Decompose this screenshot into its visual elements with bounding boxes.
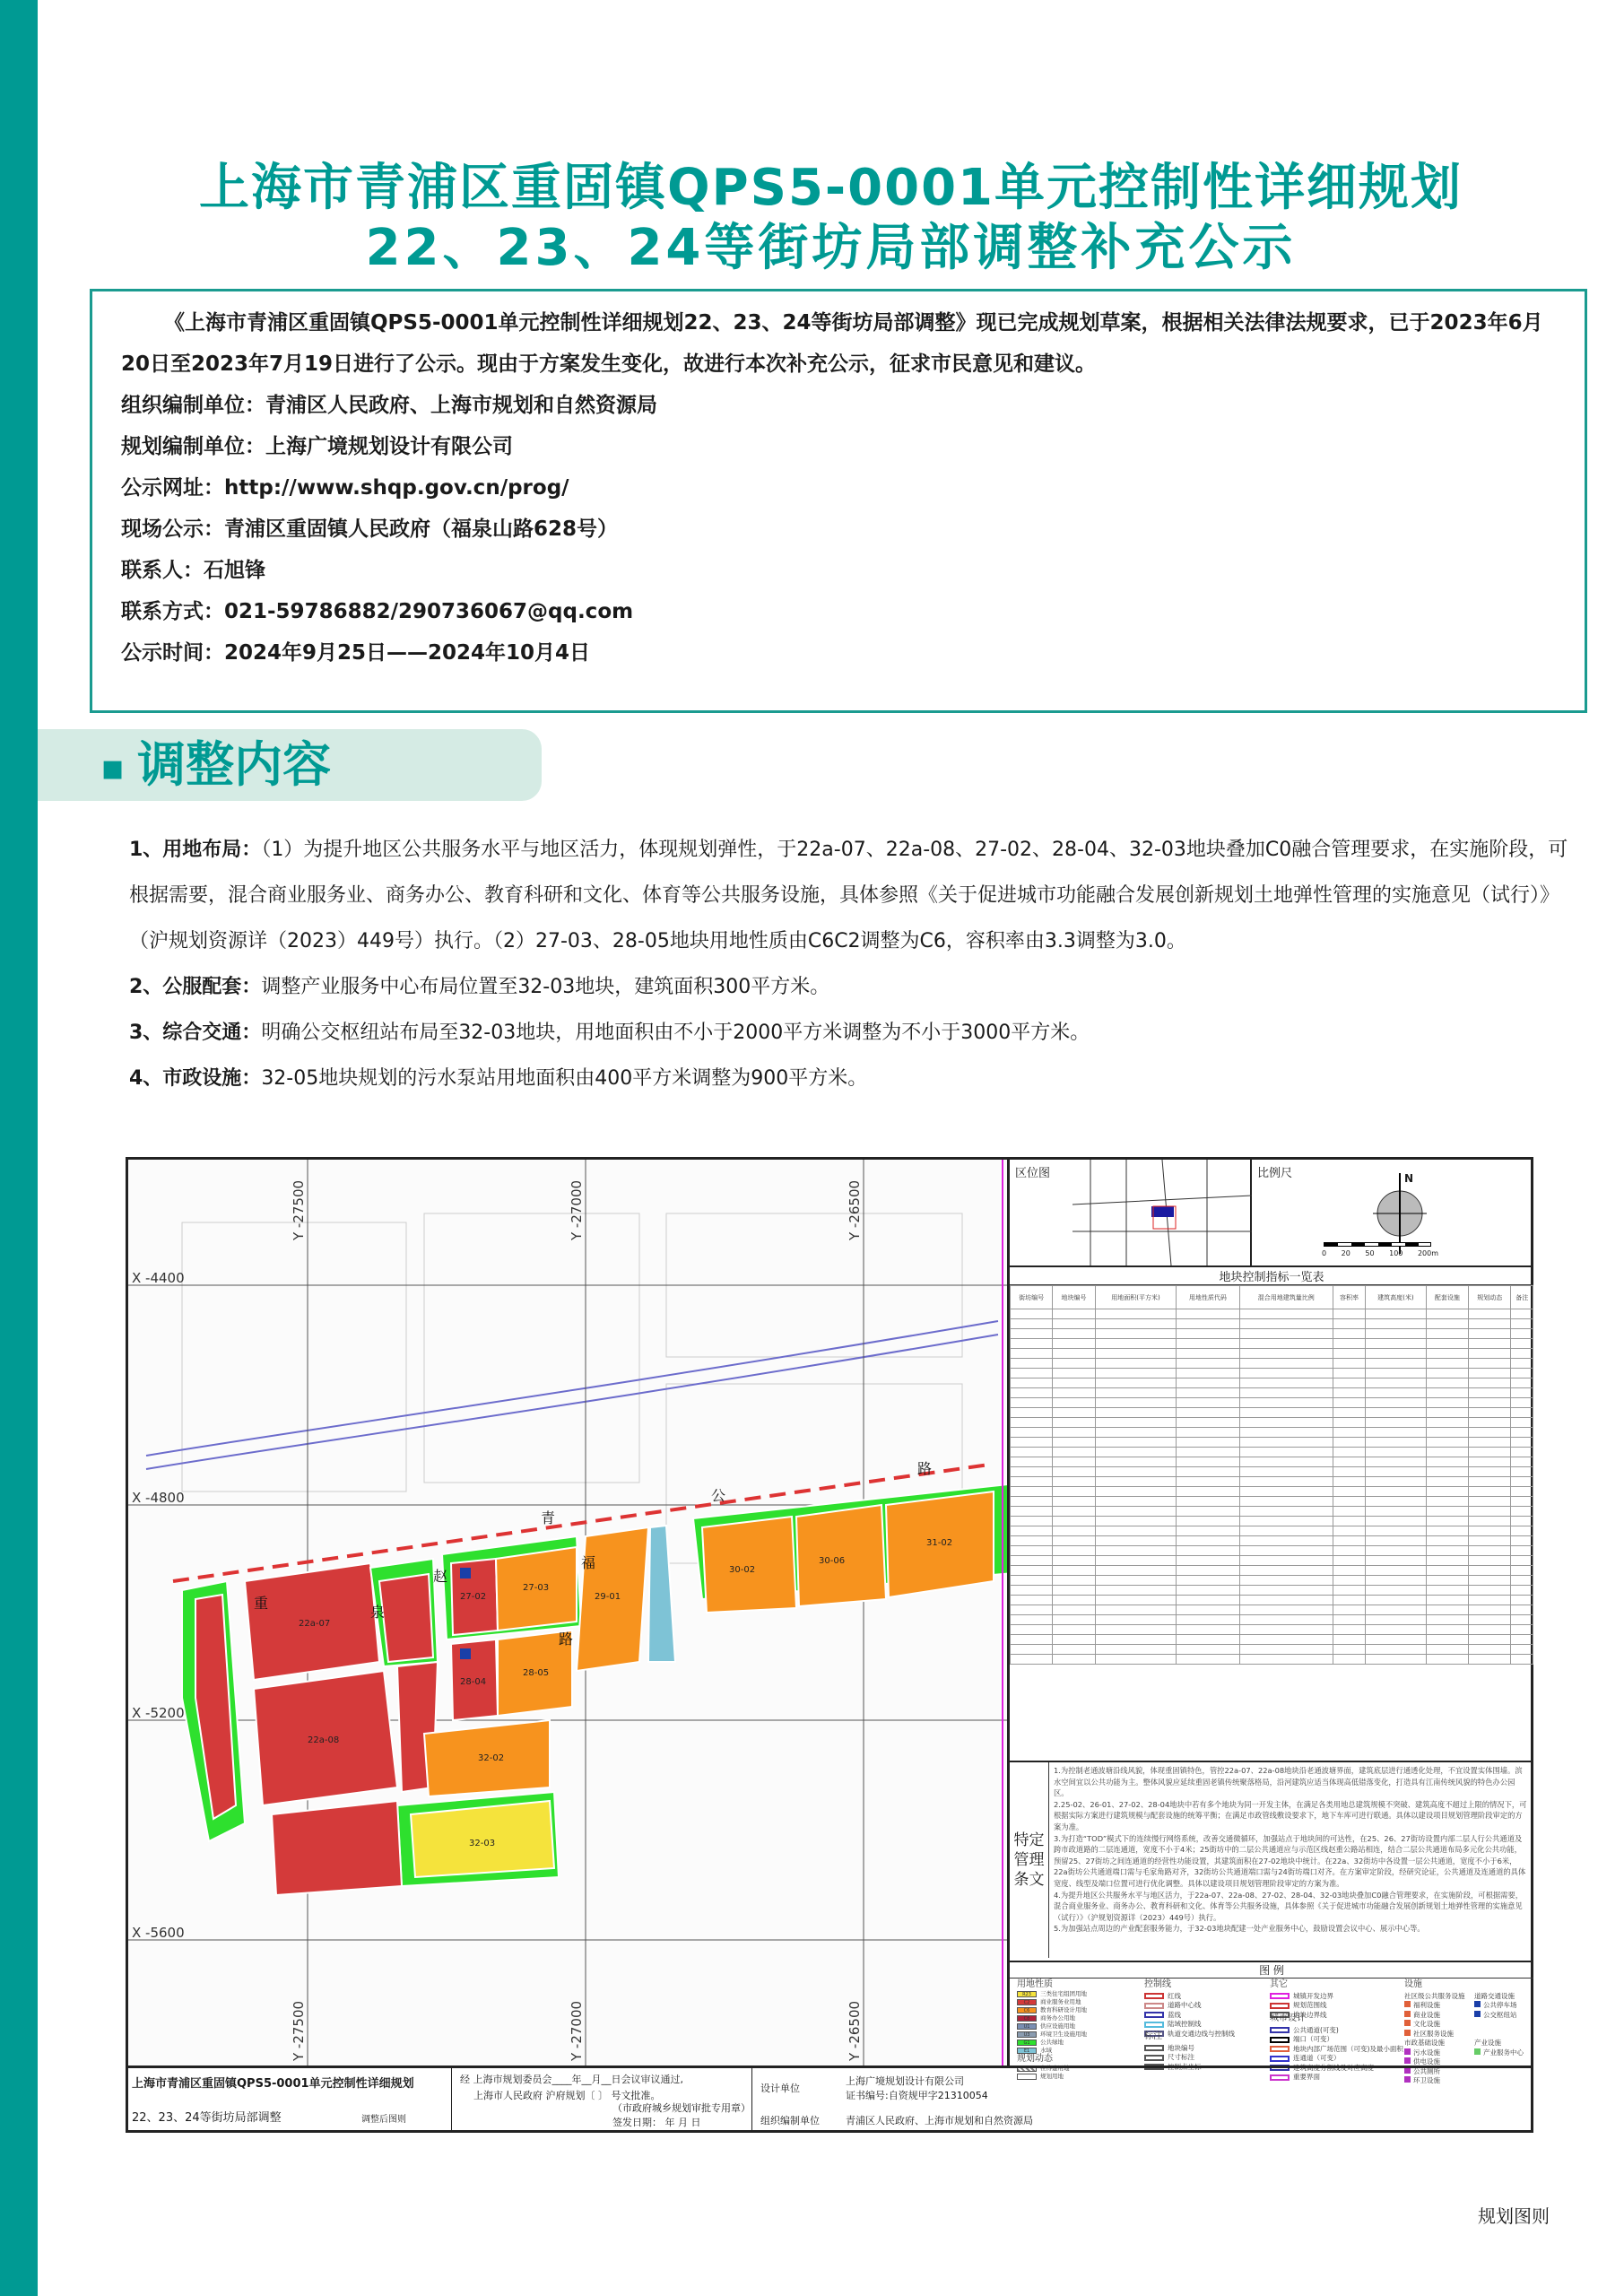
road-label: 路 (917, 1460, 933, 1477)
legend-label: 公共绿地 (1040, 2039, 1064, 2046)
legend-swatch (1270, 2037, 1290, 2043)
table-header: 用地性质代码 (1177, 1286, 1239, 1309)
legend-icon (1404, 2011, 1411, 2017)
tb-cert: 证书编号:自资规甲字21310054 (846, 2090, 988, 2101)
legend-label: 道路中心线 (1168, 2001, 1202, 2009)
legend-icon (1404, 2057, 1411, 2064)
legend-label: 教育科研设计用地 (1040, 2006, 1087, 2013)
legend-group-title: 用地性质 (1017, 1979, 1053, 1989)
table-row (1011, 1605, 1533, 1615)
legend-label: 商业服务业用地 (1040, 1998, 1081, 2005)
coord-label: X -5600 (132, 1925, 185, 1941)
table-row (1011, 1418, 1533, 1428)
block-label: 22a-07 (299, 1619, 331, 1629)
legend-label: 商务办公用地 (1040, 2014, 1075, 2022)
legend-label: 城镇开发边界 (1293, 1991, 1333, 2000)
legend-item (1017, 2006, 1087, 2014)
legend-subgroup-title: 市政基础设施 (1404, 2039, 1445, 2047)
legend-label: 产业服务中心 (1483, 2048, 1524, 2057)
notice-intro: 《上海市青浦区重固镇QPS5-0001单元控制性详细规划22、23、24等街坊局部调整》现已完成规划草案，根据相关法律法规要求，已于2023年6月20日至2023年7月19日进行了公示。现由于方案发生变化，故进行本次补充公示，征求市民意见和建议。 (121, 311, 1543, 376)
block-label: 32-02 (478, 1753, 505, 1763)
tb-approval: 上海市人民政府 沪府规划〔 〕 号文批准。 (473, 2090, 661, 2101)
legend-swatch (1144, 2003, 1164, 2009)
website[interactable]: 公示网址：http://www.shqp.gov.cn/prog/ (121, 476, 569, 500)
tb-designer: 上海广境规划设计有限公司 (846, 2075, 964, 2087)
legend-swatch: U1 (1017, 2023, 1037, 2030)
clause-item: 5.为加强站点周边的产业配套服务能力，于32-03地块配建一处产业服务中心，鼓励设置会议中心、展示中心等。 (1054, 1924, 1425, 1934)
legend-label: 轨道交通边线与控制线 (1168, 2029, 1235, 2038)
tb-org-label: 组织编制单位 (760, 2115, 820, 2126)
legend-group-title: 城市设计 (1270, 2013, 1306, 2023)
legend-icon (1474, 2048, 1481, 2055)
legend-item (1017, 1998, 1087, 2006)
tb-designer-label: 设计单位 (760, 2083, 800, 2094)
legend-group-title: 规划动态 (1017, 2054, 1053, 2064)
table-row (1011, 1457, 1533, 1467)
coord-label: Y -26500 (847, 1179, 863, 1240)
location-map-label: 区位图 (1015, 1167, 1051, 1180)
table-row (1011, 1596, 1533, 1605)
legend-label: 连通道（可变） (1293, 2054, 1341, 2062)
special-clauses (1010, 1761, 1533, 1958)
tb-seal-note: （市政府城乡规划审批专用章） (612, 2102, 751, 2114)
coord-label: Y -27500 (291, 2000, 307, 2061)
table-row (1011, 1477, 1533, 1487)
table-row (1011, 1349, 1533, 1359)
legend-icon (1404, 2020, 1411, 2026)
legend-subgroup-title: 产业设施 (1474, 2039, 1501, 2047)
block-label: 30-06 (819, 1556, 846, 1566)
coord-label: Y -27000 (569, 1179, 585, 1240)
legend-label: 公共停车场 (1483, 2001, 1517, 2009)
legend-label: 三类住宅组团用地 (1040, 1990, 1087, 1997)
legend-swatch (1144, 2045, 1164, 2051)
coord-label: X -5200 (132, 1705, 185, 1721)
legend-label: 环卫设施 (1413, 2076, 1440, 2084)
block-label: 28-05 (523, 1668, 550, 1678)
table-header: 街坊编号 (1011, 1286, 1053, 1309)
legend-label: 供电设施 (1413, 2057, 1440, 2066)
legend-swatch: R23 (1017, 1991, 1037, 1997)
table-row (1011, 1378, 1533, 1388)
table-header: 备注 (1511, 1286, 1533, 1309)
table-header: 地块编号 (1053, 1286, 1095, 1309)
north-arrow-icon: N (1404, 1172, 1414, 1185)
table-row (1011, 1448, 1533, 1457)
table-header: 混合用地建筑量比例 (1239, 1286, 1333, 1309)
table-row (1011, 1615, 1533, 1625)
legend-title: 图 例 (1010, 1962, 1533, 1979)
scale-tick: 50 (1365, 1249, 1375, 1257)
table-row (1011, 1408, 1533, 1418)
table-row (1011, 1388, 1533, 1398)
legend-label: 环境卫生设施用地 (1040, 2031, 1087, 2038)
legend (1010, 1961, 1533, 2084)
scale-tick: 20 (1341, 1249, 1350, 1257)
legend-swatch: C6 (1017, 2007, 1037, 2013)
location-map (1010, 1160, 1252, 1267)
legend-label: 尺寸标注 (1168, 2053, 1194, 2061)
contact-phone: 联系方式：021-59786882/290736067@qq.com (121, 600, 634, 623)
scale-tick: 0 (1322, 1249, 1327, 1257)
table-header: 规划动态 (1469, 1286, 1511, 1309)
page-title-line2: 22、23、24等街坊局部调整补充公示 (365, 219, 1297, 277)
legend-label: 在待建用地 (1040, 2065, 1070, 2072)
road-label: 重 (254, 1595, 269, 1612)
block-label: 31-02 (926, 1538, 953, 1548)
table-row (1011, 1309, 1533, 1319)
table-row (1011, 1645, 1533, 1655)
road-label: 福 (581, 1554, 596, 1571)
table-row (1011, 1635, 1533, 1645)
scale-label: 比例尺 (1257, 1167, 1293, 1180)
legend-label: 陆域控制线 (1168, 2020, 1202, 2028)
legend-label: 商业设施 (1413, 2010, 1440, 2019)
table-row (1011, 1517, 1533, 1526)
contact-person: 联系人：石旭锋 (121, 559, 265, 582)
legend-label: 公交枢纽站 (1483, 2010, 1517, 2019)
legend-label: 蓝线 (1168, 2010, 1181, 2019)
section-header: ▪ 调整内容 (38, 729, 542, 801)
legend-icon (1474, 2011, 1481, 2017)
coord-label: Y -27500 (291, 1179, 307, 1240)
clauses-label: 特定管理条文 (1010, 1762, 1049, 1958)
legend-subgroup-title: 社区级公共服务设施 (1404, 1991, 1465, 2000)
table-row (1011, 1526, 1533, 1536)
table-row (1011, 1359, 1533, 1369)
table-row (1011, 1655, 1533, 1665)
notice-period: 公示时间：2024年9月25日——2024年10月4日 (121, 641, 591, 665)
block-label: 27-02 (460, 1592, 487, 1602)
table-row (1011, 1546, 1533, 1556)
legend-swatch (1144, 2022, 1164, 2028)
org-unit: 组织编制单位：青浦区人民政府、上海市规划和自然资源局 (121, 394, 657, 417)
legend-item (1017, 2039, 1087, 2047)
parking-icon (460, 1568, 471, 1578)
table-header: 容积率 (1333, 1286, 1366, 1309)
legend-item (1017, 2022, 1087, 2031)
legend-label: 地块边界线 (1293, 2010, 1327, 2019)
legend-swatch (1270, 1993, 1290, 1999)
legend-label: 公共厕所 (1413, 2066, 1440, 2075)
legend-swatch (1270, 2046, 1290, 2052)
legend-label: 文化设施 (1413, 2020, 1440, 2028)
table-row (1011, 1467, 1533, 1477)
table-row (1011, 1497, 1533, 1507)
onsite-notice: 现场公示：青浦区重固镇人民政府（福泉山路628号） (121, 517, 619, 541)
legend-label: 水域 (1040, 2047, 1052, 2054)
location-map-graphic (1073, 1160, 1252, 1265)
coord-label: Y -26500 (847, 2000, 863, 2061)
clause-item: 3.为打造“TOD”模式下的连续慢行网络系统，改善交通微循环，加强站点于地块间的可达性，在25、26、27街坊设置内部二层人行公共通道及跨市政道路的二层连通道，宽度不小于4米；25街坊中的二层公共通道应与示范区线赵重公路站相连，结合二层公共通道布局多元化公共功能，预留25、27街坊之间连通道的经营性功能设置，其建筑面积在27-02地块中统计。在22a、32街坊中各设置一层公共通道，宽度不小于6米，22a街坊公共通道端口需与毛家角路对齐，32街坊公共通道端口需与24街坊端口对齐。在方案审定阶段，经研究论证，公共通道及连通道的具体宽度、线型及端口位置可进行优化调整。具体以建设项目规划管理阶段审定的方案为准。 (1054, 1833, 1526, 1888)
tb-date: 签发日期： 年 月 日 (612, 2117, 701, 2128)
section-title: 调整内容 (137, 736, 332, 793)
road-label: 赵 (433, 1568, 448, 1585)
table-row (1011, 1319, 1533, 1329)
figure-caption: 规划图则 (1478, 2205, 1550, 2227)
table-row (1011, 1438, 1533, 1448)
legend-icon (1474, 2001, 1481, 2007)
legend-label: 端口（可变） (1293, 2035, 1333, 2043)
legend-group-title: 设施 (1404, 1979, 1422, 1989)
legend-swatch: C8 (1017, 2015, 1037, 2022)
table-row (1011, 1329, 1533, 1339)
legend-swatch (1270, 2056, 1290, 2062)
planning-unit: 规划编制单位：上海广境规划设计有限公司 (121, 435, 513, 458)
legend-label: 供应设施用地 (1040, 2022, 1075, 2030)
block-label: 22a-08 (308, 1735, 340, 1745)
clause-item: 2.25-02、26-01、27-02、28-04地块中若有多个地块为同一开发主体，在满足各类用地总建筑规模不突破、建筑高度不超过上限的情况下，可根据实际方案进行建筑规模与配套设施的统筹平衡；在满足市政管线敷设要求下，地下车库可进行联通。具体以建设项目规划管理阶段审定的方案为准。 (1054, 1799, 1527, 1831)
notice-info-box (90, 289, 1587, 713)
legend-label: 建筑高度分割线及对应高度 (1293, 2063, 1374, 2072)
table-row (1011, 1339, 1533, 1349)
title-block (128, 2063, 1531, 2133)
right-panel (1007, 1160, 1533, 2084)
legend-label: 控制点坐标 (1168, 2062, 1202, 2071)
coord-label: X -4400 (132, 1270, 185, 1286)
legend-swatch (1144, 2055, 1164, 2061)
control-index-table (1010, 1285, 1533, 1665)
table-header: 建筑高度(米) (1365, 1286, 1426, 1309)
legend-icon (1404, 2030, 1411, 2036)
tb-org: 青浦区人民政府、上海市规划和自然资源局 (846, 2115, 1033, 2126)
scale-north (1252, 1160, 1533, 1267)
legend-label: 污水设施 (1413, 2048, 1440, 2057)
block-label: 29-01 (595, 1592, 621, 1602)
legend-swatch (1144, 2012, 1164, 2018)
road-label: 青 (541, 1509, 556, 1526)
legend-icon (1404, 2048, 1411, 2055)
block-label: 28-04 (460, 1677, 487, 1687)
scale-tick: 200m (1417, 1249, 1438, 1257)
adjustment-item: 2、公服配套：调整产业服务中心布局位置至32-03地块，建筑面积300平方米。 (129, 976, 830, 998)
legend-item (1017, 2031, 1087, 2039)
legend-item (1017, 2014, 1087, 2022)
legend-label: 红线 (1168, 1991, 1181, 2000)
table-row (1011, 1487, 1533, 1497)
table-row (1011, 1398, 1533, 1408)
legend-swatch (1144, 1993, 1164, 1999)
legend-swatch (1270, 2027, 1290, 2033)
parking-icon (460, 1648, 471, 1659)
legend-group-title: 标注 (1144, 2031, 1162, 2041)
scale-bar (1324, 1242, 1431, 1247)
legend-swatch: C2 (1017, 1999, 1037, 2005)
legend-swatch: E1 (1017, 2048, 1037, 2054)
road-label: 泉 (370, 1604, 386, 1621)
legend-label: 社区服务设施 (1413, 2029, 1454, 2038)
table-row (1011, 1566, 1533, 1576)
control-table-title: 地块控制指标一览表 (1010, 1267, 1533, 1285)
legend-label: 公共通道(可变) (1293, 2025, 1339, 2034)
land-use-map (128, 1160, 1007, 2066)
legend-subgroup-title: 道路交通设施 (1474, 1991, 1515, 2000)
adjustment-item: 4、市政设施：32-05地块规划的污水泵站用地面积由400平方米调整为900平方米。 (129, 1067, 868, 1090)
tb-drawing-name: 调整后图则 (361, 2115, 406, 2125)
coord-label: X -4800 (132, 1490, 185, 1506)
legend-swatch: U3 (1017, 2031, 1037, 2038)
clause-item: 4.为提升地区公共服务水平与地区活力，于22a-07、22a-08、27-02、28-04、32-03地块叠加C0融合管理要求，在实施阶段，可根据需要，混合商业服务业、商务办公、教育科研和文化、体育等公共服务设施，具体参照《关于促进城市功能融合发展创新规划土地弹性管理的实施意见（试行）》（沪规划资源详（2023）449号）执行。 (1054, 1890, 1524, 1922)
adjustment-item: 1、用地布局：（1）为提升地区公共服务水平与地区活力，体现规划弹性，于22a-07、22a-08、27-02、28-04、32-03地块叠加C0融合管理要求，在实施阶段，可根据需要，混合商业服务业、商务办公、教育科研和文化、体育等公共服务设施，具体参照《关于促进城市功能融合发展创新规划土地弹性管理的实施意见（试行）》（沪规划资源详（2023）449号）执行。（2）27-03、28-05地块用地性质由C6C2调整为C6，容积率由3.3调整为3.0。 (129, 839, 1568, 952)
legend-group-title: 其它 (1270, 1979, 1288, 1989)
plan-drawing (126, 1157, 1533, 2133)
adjustment-item: 3、综合交通：明确公交枢纽站布局至32-03地块，用地面积由不小于2000平方米调整为不小于3000平方米。 (129, 1022, 1090, 1044)
road-label: 公 (711, 1487, 726, 1504)
legend-swatch: G1 (1017, 2039, 1037, 2046)
legend-label: 地块内部广场范围（可变)及最小面积 (1293, 2044, 1403, 2053)
table-header: 配套设施 (1426, 1286, 1468, 1309)
table-row (1011, 1625, 1533, 1635)
table-row (1011, 1507, 1533, 1517)
table-row (1011, 1576, 1533, 1586)
table-row (1011, 1428, 1533, 1438)
table-row (1011, 1536, 1533, 1546)
left-accent-stripe (0, 0, 38, 2296)
block-label: 30-02 (729, 1565, 756, 1575)
legend-label: 规划用地 (1040, 2073, 1064, 2080)
legend-label: 规划范围线 (1293, 2001, 1327, 2009)
clause-item: 1.为控制老通波塘沿线风貌，体现重固镇特色，管控22a-07、22a-08地块沿老通波塘界面，建筑底层进行通透化处理，不宜设置实体围墙。滨水空间宜以公共功能为主。整体风貌应延续重固老镇传统聚落格局，沿河建筑应适当体现高低错落变化，打造具有江南传统风貌的特色办公园区。 (1054, 1766, 1523, 1798)
scale-tick: 100 (1389, 1249, 1403, 1257)
legend-label: 地块编号 (1168, 2043, 1194, 2052)
table-row (1011, 1586, 1533, 1596)
legend-control (1144, 1980, 1235, 2039)
tb-plan-name: 上海市青浦区重固镇QPS5-0001单元控制性详细规划 (132, 2077, 414, 2091)
tb-approval: 经 上海市规划委员会____年__月__日会议审议通过, (460, 2074, 683, 2085)
table-header: 用地面积(平方米) (1095, 1286, 1177, 1309)
coord-label: Y -27000 (569, 2000, 585, 2061)
legend-item (1017, 1990, 1087, 1998)
legend-swatch (1270, 2003, 1290, 2009)
road-label: 路 (559, 1631, 574, 1648)
legend-label: 重要界面 (1293, 2073, 1320, 2081)
page-title-line1: 上海市青浦区重固镇QPS5-0001单元控制性详细规划 (198, 159, 1463, 217)
block-label: 32-03 (469, 1839, 496, 1848)
tb-plan-name2: 22、23、24等街坊局部调整 (132, 2111, 282, 2125)
legend-label: 福利设施 (1413, 2001, 1440, 2009)
block-label: 27-03 (523, 1583, 550, 1593)
adjustment-list (99, 827, 1587, 1101)
legend-group-title: 控制线 (1144, 1979, 1171, 1989)
legend-icon (1404, 2001, 1411, 2007)
table-row (1011, 1556, 1533, 1566)
table-row (1011, 1369, 1533, 1378)
